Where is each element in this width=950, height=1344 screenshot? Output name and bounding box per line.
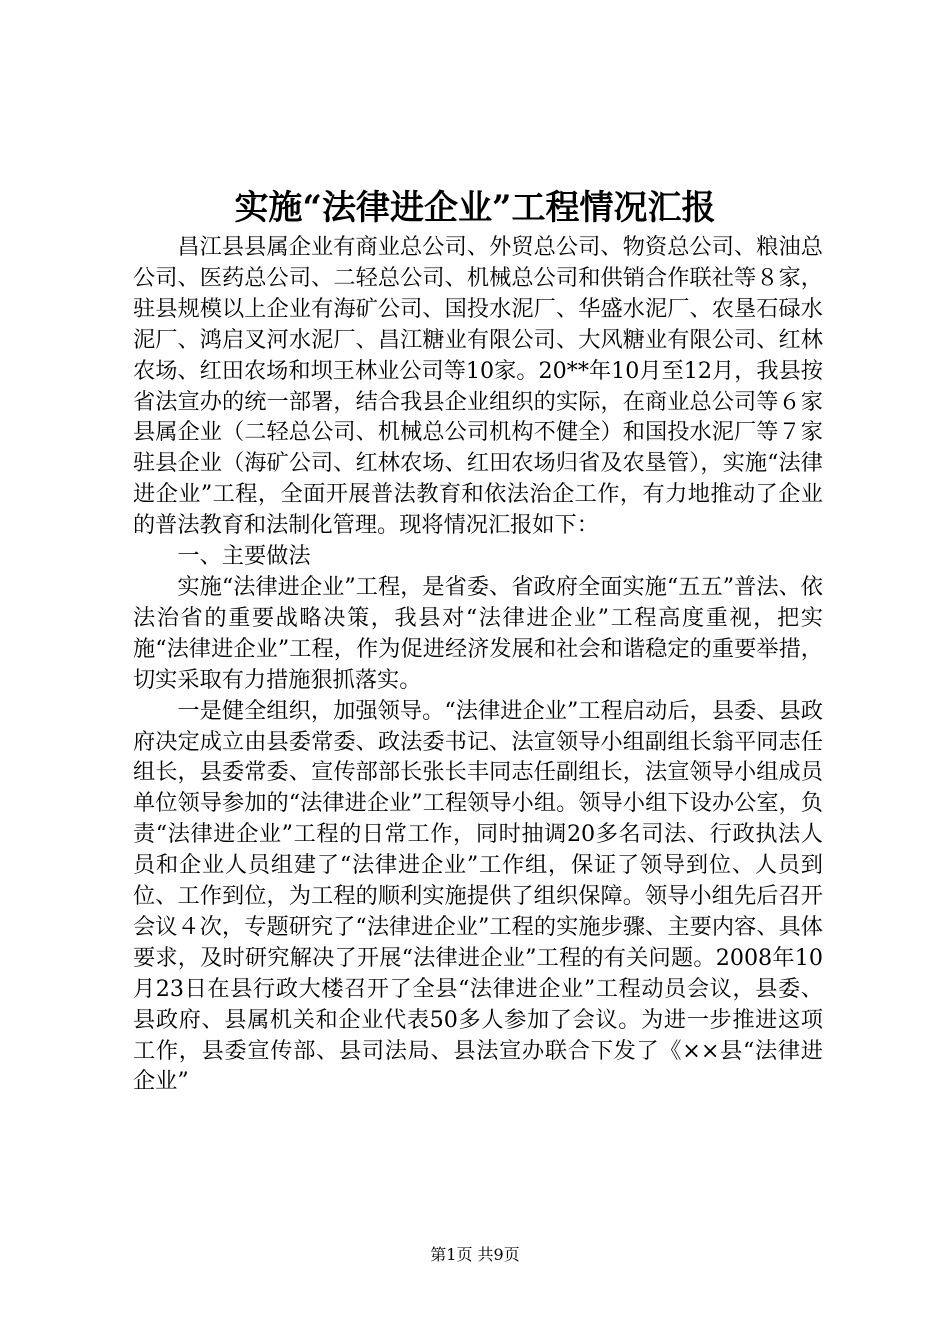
document-body [133, 232, 823, 1097]
document-title: 实施“法律进企业”工程情况汇报 [234, 188, 716, 228]
paragraph-intro: 昌江县县属企业有商业总公司、外贸总公司、物资总公司、粮油总公司、医药总公司、二轻总公司、机械总公司和供销合作联社等８家，驻县规模以上企业有海矿公司、国投水泥厂、华盛水泥厂、农垦石碌水泥厂、鸿启叉河水泥厂、昌江糖业有限公司、大风糖业有限公司、红林农场、红田农场和坝王林业公司等10家。20**年10月至12月，我县按省法宣办的统一部署，结合我县企业组织的实际，在商业总公司等６家县属企业（二轻总公司、机械总公司机构不健全）和国投水泥厂等７家驻县企业（海矿公司、红林农场、红田农场归省及农垦管），实施“法律进企业”工程，全面开展普法教育和依法治企工作，有力地推动了企业的普法教育和法制化管理。现将情况汇报如下： [133, 234, 823, 539]
section-heading: 一、主要做法 [177, 543, 311, 570]
paragraph-overview: 实施“法律进企业”工程，是省委、省政府全面实施“五五”普法、依法治省的重要战略决策，我县对“法律进企业”工程高度重视，把实施“法律进企业”工程，作为促进经济发展和社会和谐稳定的重要举措，切实采取有力措施狠抓落实。 [133, 573, 823, 693]
paragraph-organization: 一是健全组织，加强领导。“法律进企业”工程启动后，县委、县政府决定成立由县委常委、政法委书记、法宣领导小组副组长翁平同志任组长，县委常委、宣传部部长张长丰同志任副组长，法宣领导小组成员单位领导参加的“法律进企业”工程领导小组。领导小组下设办公室，负责“法律进企业”工程的日常工作，同时抽调20多名司法、行政执法人员和企业人员组建了“法律进企业”工作组，保证了领导到位、人员到位、工作到位，为工程的顺利实施提供了组织保障。领导小组先后召开会议４次，专题研究了“法律进企业”工程的实施步骤、主要内容、具体要求，及时研究解决了开展“法律进企业”工程的有关问题。2008年10月23日在县行政大楼召开了全县“法律进企业”工程动员会议，县委、县政府、县属机关和企业代表50多人参加了会议。为进一步推进这项工作，县委宣传部、县司法局、县法宣办联合下发了《××县“法律进企业” [133, 697, 823, 1095]
page-number: 第1页 共9页 [430, 1245, 520, 1264]
